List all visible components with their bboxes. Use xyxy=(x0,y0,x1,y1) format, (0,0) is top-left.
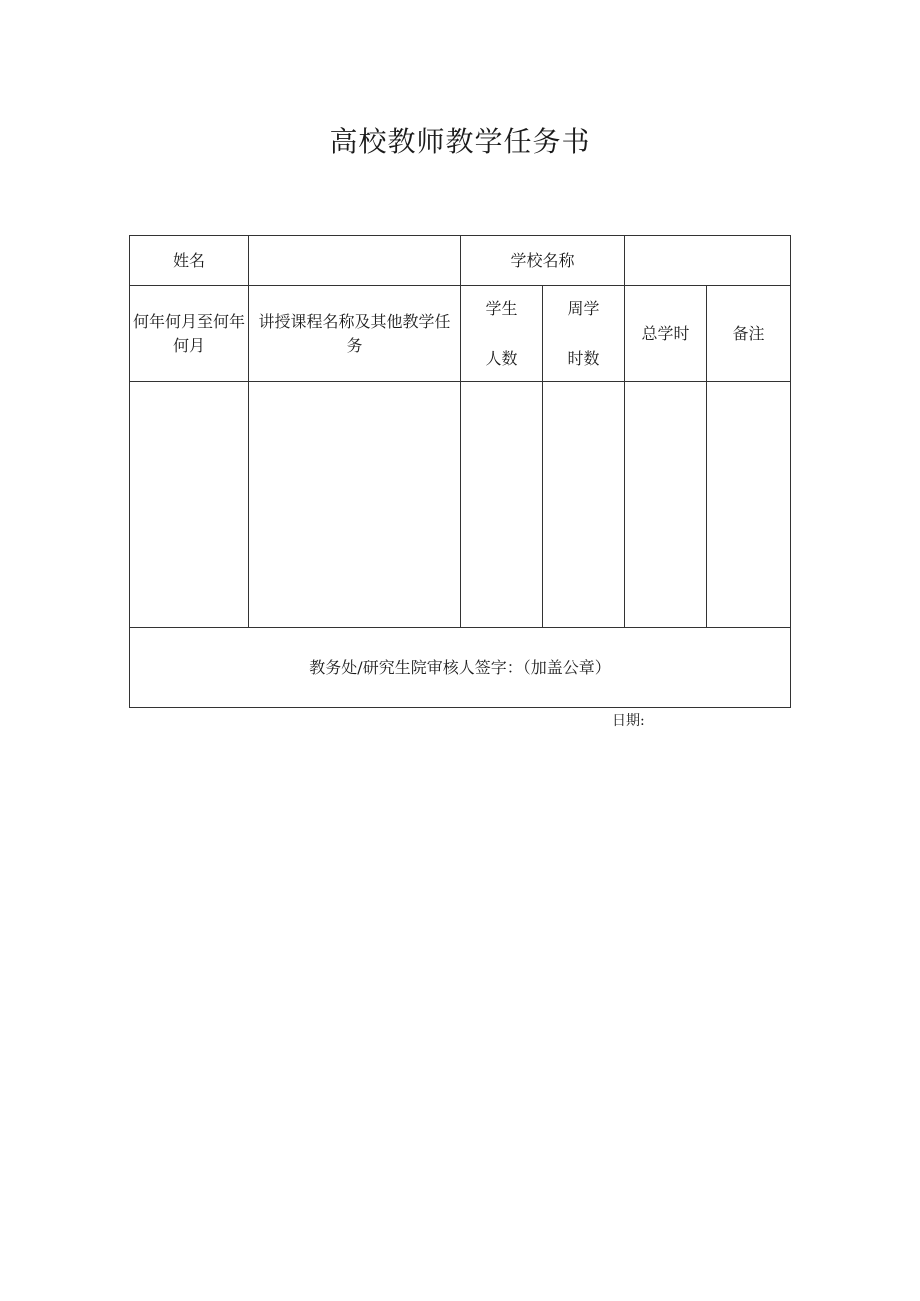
total-hours-header: 总学时 xyxy=(625,286,707,382)
name-label: 姓名 xyxy=(130,236,249,286)
period-header: 何年何月至何年何月 xyxy=(130,286,249,382)
remarks-cell[interactable] xyxy=(707,382,791,628)
course-header: 讲授课程名称及其他教学任务 xyxy=(249,286,461,382)
weekly-hours-header-line1: 周学 xyxy=(567,298,600,318)
school-label: 学校名称 xyxy=(461,236,625,286)
table-row-headers xyxy=(130,286,791,382)
weekly-hours-header-line2: 时数 xyxy=(567,348,600,368)
name-value-cell[interactable] xyxy=(249,236,461,286)
table-row-body xyxy=(130,382,791,628)
date-label: 日期: xyxy=(612,713,645,729)
students-cell[interactable] xyxy=(461,382,543,628)
remarks-header: 备注 xyxy=(707,286,791,382)
table-row-signature xyxy=(130,628,791,708)
task-table xyxy=(129,235,791,708)
school-value-cell[interactable] xyxy=(625,236,791,286)
page-title: 高校教师教学任务书 xyxy=(329,125,591,158)
weekly-hours-header xyxy=(543,286,625,382)
total-hours-cell[interactable] xyxy=(625,382,707,628)
weekly-hours-cell[interactable] xyxy=(543,382,625,628)
table-row-name xyxy=(130,236,791,286)
students-header-line1: 学生 xyxy=(485,298,518,318)
course-cell[interactable] xyxy=(249,382,461,628)
students-header xyxy=(461,286,543,382)
signature-text: 教务处/研究生院审核人签字：（加盖公章） xyxy=(130,628,791,708)
period-cell[interactable] xyxy=(130,382,249,628)
students-header-line2: 人数 xyxy=(485,348,518,368)
